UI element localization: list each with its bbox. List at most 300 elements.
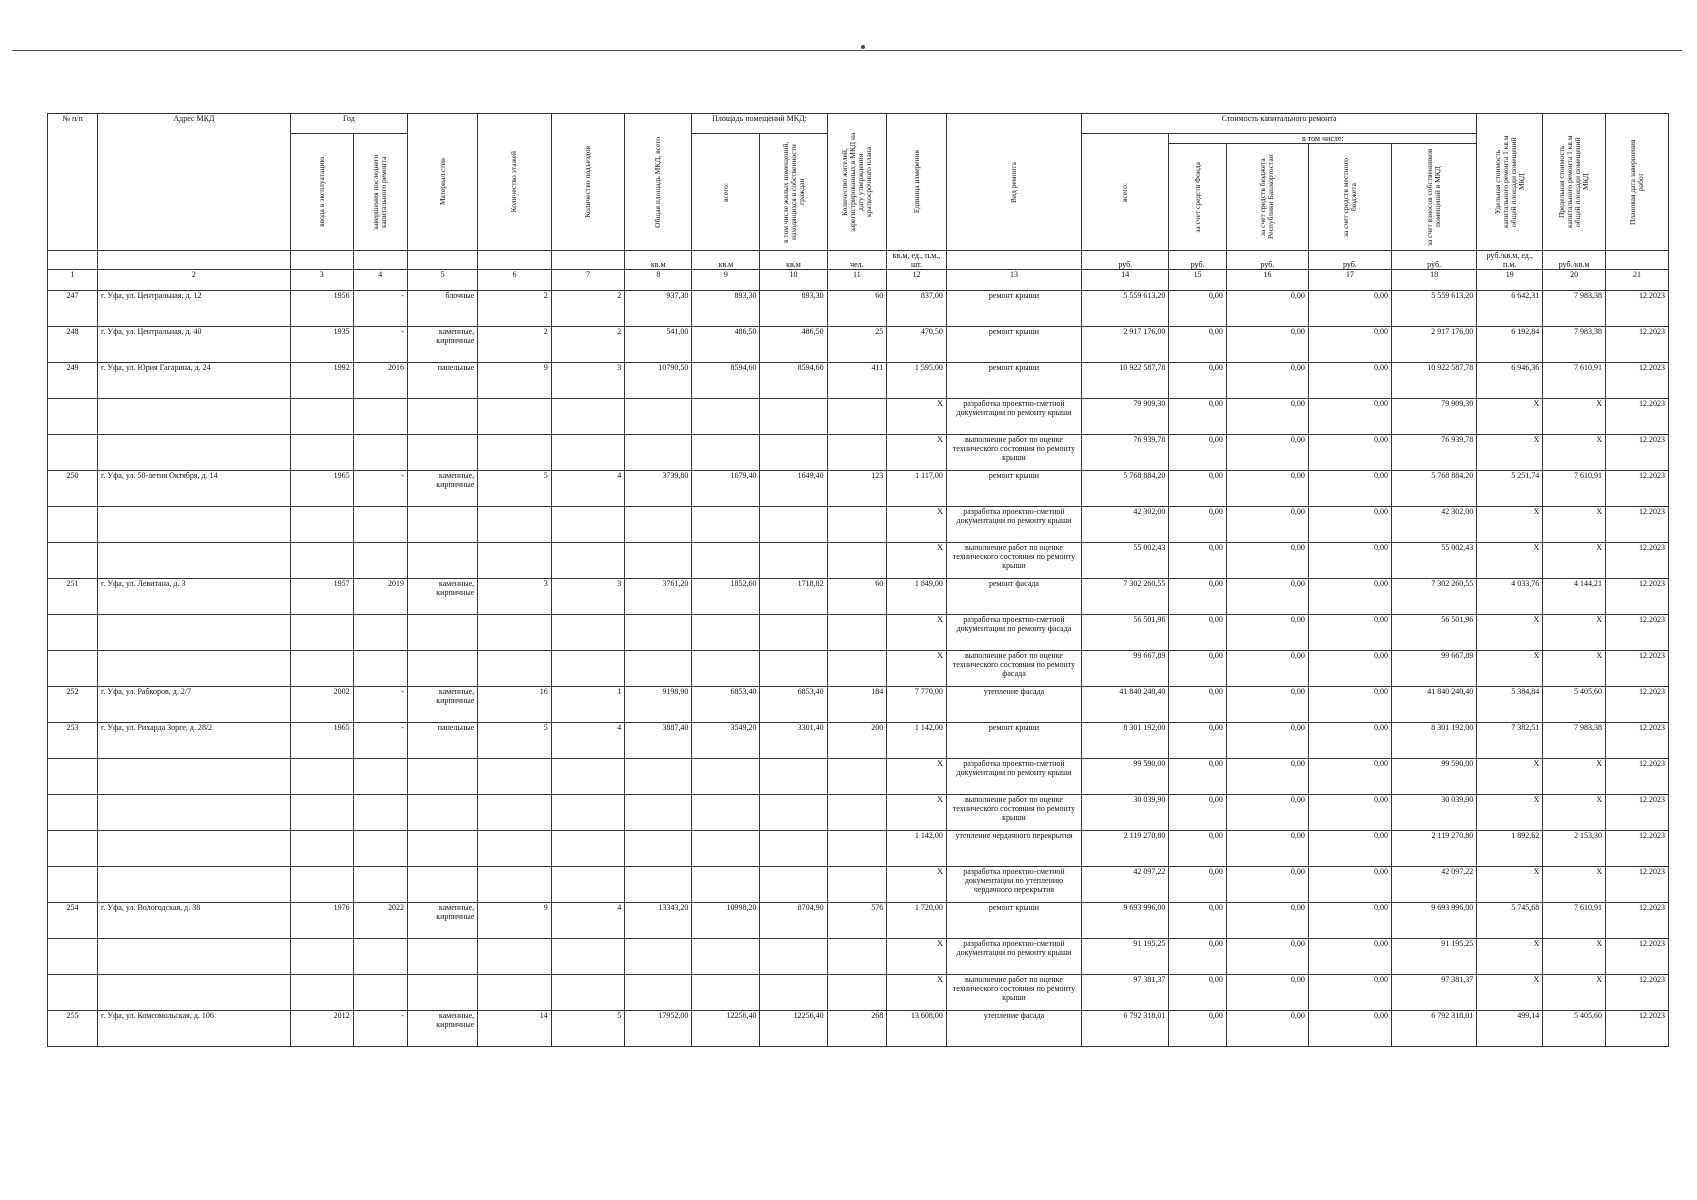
table-row <box>48 723 1669 759</box>
table-cell: 0,00 <box>1308 507 1391 543</box>
table-cell: 411 <box>827 363 887 399</box>
table-cell: X <box>887 399 947 435</box>
table-cell <box>478 543 551 579</box>
table-cell: X <box>887 939 947 975</box>
table-cell <box>98 759 291 795</box>
table-cell <box>407 651 477 687</box>
table-cell: 5 <box>551 1011 624 1047</box>
table-cell: 99 667,89 <box>1082 651 1169 687</box>
table-row <box>48 471 1669 507</box>
table-cell: 1956 <box>290 291 353 327</box>
table-cell <box>353 759 407 795</box>
table-cell: X <box>887 543 947 579</box>
column-number-cell: 5 <box>407 270 477 291</box>
scan-mark <box>861 45 865 49</box>
table-cell: 254 <box>48 903 98 939</box>
column-number-cell: 18 <box>1391 270 1476 291</box>
table-cell: 0,00 <box>1226 543 1308 579</box>
table-cell: X <box>1543 759 1606 795</box>
table-cell: 6 792 318,01 <box>1082 1011 1169 1047</box>
table-cell: 1992 <box>290 363 353 399</box>
table-cell: X <box>1477 435 1543 471</box>
table-cell: 42 302,00 <box>1391 507 1476 543</box>
table-cell: 12.2023 <box>1606 867 1669 903</box>
table-cell: 541,00 <box>625 327 692 363</box>
table-cell <box>551 651 624 687</box>
table-cell: 6 792 318,01 <box>1391 1011 1476 1047</box>
table-cell: 2 917 176,00 <box>1391 327 1476 363</box>
header-cost-fund: за счет средств Фонда <box>1169 144 1227 251</box>
header-total-area: Общая площадь МКД, всего <box>625 114 692 251</box>
table-cell: 56 501,96 <box>1391 615 1476 651</box>
table-cell: 42 097,22 <box>1082 867 1169 903</box>
column-number-cell: 11 <box>827 270 887 291</box>
table-cell: X <box>887 615 947 651</box>
table-cell: 7 610,91 <box>1543 363 1606 399</box>
table-cell: каменные, кирпичные <box>407 327 477 363</box>
table-cell: 30 039,90 <box>1391 795 1476 831</box>
table-cell <box>353 795 407 831</box>
table-cell: ремонт крыши <box>946 363 1081 399</box>
table-cell: 2 <box>551 291 624 327</box>
table-cell <box>98 975 291 1011</box>
table-cell: 12.2023 <box>1606 291 1669 327</box>
table-cell: 499,14 <box>1477 1011 1543 1047</box>
table-cell: X <box>1477 795 1543 831</box>
table-cell: 41 840 240,40 <box>1082 687 1169 723</box>
table-cell: 0,00 <box>1308 543 1391 579</box>
table-cell <box>625 939 692 975</box>
header-entrances: Количество подъездов <box>551 114 624 251</box>
table-cell <box>551 435 624 471</box>
table-cell: 0,00 <box>1308 579 1391 615</box>
table-cell: 12.2023 <box>1606 939 1669 975</box>
header-floors: Количество этажей <box>478 114 551 251</box>
table-cell <box>827 399 887 435</box>
table-cell: 12.2023 <box>1606 903 1669 939</box>
table-cell: 2 917 176,00 <box>1082 327 1169 363</box>
table-cell: разработка проектно-сметной документации по утеплению чердачного перекрытия <box>946 867 1081 903</box>
unit-cell: руб. <box>1308 251 1391 270</box>
table-cell: 3887,40 <box>625 723 692 759</box>
table-cell: 8594,60 <box>760 363 827 399</box>
table-cell: 42 302,00 <box>1082 507 1169 543</box>
table-cell <box>48 399 98 435</box>
table-cell: X <box>1543 615 1606 651</box>
table-cell <box>407 543 477 579</box>
table-cell: X <box>1477 543 1543 579</box>
unit-cell: руб./кв.м, ед., п.м. <box>1477 251 1543 270</box>
table-cell: 4 144,21 <box>1543 579 1606 615</box>
table-cell: 252 <box>48 687 98 723</box>
table-cell: 248 <box>48 327 98 363</box>
table-cell <box>551 615 624 651</box>
table-cell: разработка проектно-сметной документации по ремонту крыши <box>946 759 1081 795</box>
column-number-cell: 21 <box>1606 270 1669 291</box>
table-cell: 0,00 <box>1226 579 1308 615</box>
header-cost-group: Стоимость капитального ремонта <box>1082 114 1477 134</box>
table-row <box>48 759 1669 795</box>
table-cell: 12.2023 <box>1606 759 1669 795</box>
table-cell <box>48 939 98 975</box>
table-cell: 0,00 <box>1226 363 1308 399</box>
table-cell: 5 405,60 <box>1543 687 1606 723</box>
table-cell <box>692 507 760 543</box>
table-cell: 486,50 <box>692 327 760 363</box>
table-cell <box>290 831 353 867</box>
table-cell: X <box>1543 939 1606 975</box>
table-cell <box>760 507 827 543</box>
table-cell: 5 405,60 <box>1543 1011 1606 1047</box>
table-cell: 99 590,00 <box>1082 759 1169 795</box>
table-cell: 2 153,30 <box>1543 831 1606 867</box>
table-cell: 30 039,90 <box>1082 795 1169 831</box>
table-cell: X <box>887 795 947 831</box>
table-cell: 17952,00 <box>625 1011 692 1047</box>
table-cell <box>692 651 760 687</box>
table-cell: разработка проектно-сметной документации по ремонту крыши <box>946 939 1081 975</box>
table-cell: 576 <box>827 903 887 939</box>
table-cell: 0,00 <box>1169 903 1227 939</box>
unit-cell <box>290 251 353 270</box>
table-cell: 10 922 587,78 <box>1391 363 1476 399</box>
table-cell: 7 983,38 <box>1543 723 1606 759</box>
table-cell: 42 097,22 <box>1391 867 1476 903</box>
table-cell <box>692 543 760 579</box>
table-cell: 0,00 <box>1169 795 1227 831</box>
unit-cell <box>48 251 98 270</box>
table-cell <box>407 867 477 903</box>
table-cell: 0,00 <box>1169 543 1227 579</box>
table-cell: 0,00 <box>1226 903 1308 939</box>
table-cell <box>290 399 353 435</box>
table-cell <box>760 435 827 471</box>
table-cell <box>760 399 827 435</box>
table-cell <box>478 435 551 471</box>
table-cell <box>760 543 827 579</box>
table-cell: каменные, кирпичные <box>407 1011 477 1047</box>
table-cell <box>760 759 827 795</box>
table-row <box>48 903 1669 939</box>
table-cell: 91 195,25 <box>1391 939 1476 975</box>
table-cell: - <box>353 723 407 759</box>
table-cell: 12.2023 <box>1606 327 1669 363</box>
table-cell <box>290 615 353 651</box>
table-cell: 1718,82 <box>760 579 827 615</box>
table-cell: X <box>1543 651 1606 687</box>
table-cell: выполнение работ по оценке технического состояния по ремонту крыши <box>946 543 1081 579</box>
table-cell <box>290 795 353 831</box>
unit-cell <box>551 251 624 270</box>
table-cell: 3 <box>551 363 624 399</box>
table-cell: 0,00 <box>1169 651 1227 687</box>
unit-cell: кв.м <box>625 251 692 270</box>
table-cell: блочные <box>407 291 477 327</box>
table-cell: 6 642,31 <box>1477 291 1543 327</box>
table-row <box>48 687 1669 723</box>
table-cell <box>478 651 551 687</box>
table-cell: 12.2023 <box>1606 507 1669 543</box>
table-cell: 5 384,84 <box>1477 687 1543 723</box>
table-cell: 0,00 <box>1226 327 1308 363</box>
table-cell: 2 <box>551 327 624 363</box>
table-cell: 12.2023 <box>1606 543 1669 579</box>
table-cell <box>48 795 98 831</box>
table-cell: 470,50 <box>887 327 947 363</box>
header-residents: Количество жителей, зарегистрированных в МКД на дату утверждения краткосрочного плана <box>827 114 887 251</box>
table-cell <box>407 939 477 975</box>
table-cell: 2002 <box>290 687 353 723</box>
table-cell: 1 <box>551 687 624 723</box>
table-cell: 41 840 240,40 <box>1391 687 1476 723</box>
table-cell: 1 142,00 <box>887 831 947 867</box>
table-cell <box>760 831 827 867</box>
table-cell <box>827 867 887 903</box>
table-cell: 1 595,00 <box>887 363 947 399</box>
table-cell: 7 983,38 <box>1543 291 1606 327</box>
table-cell <box>407 615 477 651</box>
column-number-cell: 10 <box>760 270 827 291</box>
header-limit-cost: Предельная стоимость капитального ремонта 1 кв.м общей площади помещений МКД <box>1543 114 1606 251</box>
table-cell: 12.2023 <box>1606 471 1669 507</box>
unit-cell <box>98 251 291 270</box>
table-cell: 0,00 <box>1226 867 1308 903</box>
table-cell: 12.2023 <box>1606 723 1669 759</box>
table-cell <box>290 759 353 795</box>
capital-repair-table <box>47 113 1669 1047</box>
table-cell <box>48 759 98 795</box>
table-cell: 6 946,36 <box>1477 363 1543 399</box>
table-cell: X <box>1543 975 1606 1011</box>
header-cost-total: всего: <box>1082 134 1169 251</box>
table-cell: 56 501,96 <box>1082 615 1169 651</box>
table-cell: 268 <box>827 1011 887 1047</box>
unit-cell <box>407 251 477 270</box>
table-cell: 1 849,00 <box>887 579 947 615</box>
table-cell <box>478 615 551 651</box>
table-cell: 12.2023 <box>1606 687 1669 723</box>
table-cell <box>290 507 353 543</box>
table-cell <box>478 831 551 867</box>
table-cell: 255 <box>48 1011 98 1047</box>
table-cell <box>353 399 407 435</box>
table-cell <box>98 507 291 543</box>
table-cell: 0,00 <box>1308 615 1391 651</box>
table-cell: разработка проектно-сметной документации по ремонту крыши <box>946 507 1081 543</box>
table-cell <box>353 507 407 543</box>
table-cell: 10 922 587,78 <box>1082 363 1169 399</box>
table-cell: 55 002,43 <box>1082 543 1169 579</box>
table-cell <box>353 867 407 903</box>
table-cell: 0,00 <box>1308 471 1391 507</box>
unit-cell: руб. <box>1226 251 1308 270</box>
header-unit-cost: Удельная стоимость капитального ремонта 1 кв.м общей площади помещений МКД <box>1477 114 1543 251</box>
table-cell: 5 768 884,20 <box>1082 471 1169 507</box>
table-cell <box>353 615 407 651</box>
table-row <box>48 975 1669 1011</box>
table-cell <box>760 651 827 687</box>
table-cell <box>692 759 760 795</box>
table-cell <box>407 831 477 867</box>
table-cell: 3 <box>478 579 551 615</box>
table-cell: 253 <box>48 723 98 759</box>
table-cell: 893,30 <box>760 291 827 327</box>
table-cell: 99 667,89 <box>1391 651 1476 687</box>
table-cell: 0,00 <box>1226 291 1308 327</box>
table-cell: X <box>887 507 947 543</box>
header-area-residential: в том числе жилых помещений, находящихся в собственности граждан <box>760 134 827 251</box>
table-cell: 1 720,00 <box>887 903 947 939</box>
table-cell: 0,00 <box>1308 723 1391 759</box>
table-cell: 0,00 <box>1169 759 1227 795</box>
table-cell: 25 <box>827 327 887 363</box>
table-cell: 0,00 <box>1308 867 1391 903</box>
table-cell <box>625 615 692 651</box>
table-cell <box>692 831 760 867</box>
header-year-commissioning: ввода в эксплуатацию <box>290 134 353 251</box>
table-cell <box>760 795 827 831</box>
table-cell <box>290 435 353 471</box>
table-cell <box>98 399 291 435</box>
table-row <box>48 543 1669 579</box>
column-number-cell: 16 <box>1226 270 1308 291</box>
table-cell <box>478 507 551 543</box>
table-cell: 4 <box>551 471 624 507</box>
table-cell: 0,00 <box>1169 363 1227 399</box>
table-cell: 7 382,51 <box>1477 723 1543 759</box>
table-cell: 937,30 <box>625 291 692 327</box>
table-cell <box>692 435 760 471</box>
table-cell: 9 693 996,00 <box>1082 903 1169 939</box>
table-cell <box>290 939 353 975</box>
table-cell: 5 <box>478 723 551 759</box>
units-row <box>48 251 1669 270</box>
column-number-cell: 17 <box>1308 270 1391 291</box>
header-year-group: Год <box>290 114 407 134</box>
table-cell <box>692 939 760 975</box>
table-cell <box>48 975 98 1011</box>
table-cell: 1 142,00 <box>887 723 947 759</box>
table-cell: утепление фасада <box>946 1011 1081 1047</box>
table-cell: 12.2023 <box>1606 651 1669 687</box>
table-cell: 12.2023 <box>1606 435 1669 471</box>
column-number-cell: 8 <box>625 270 692 291</box>
header-cost-local: за счет средств местного бюджета <box>1308 144 1391 251</box>
table-cell <box>827 939 887 975</box>
table-cell <box>98 615 291 651</box>
table-cell <box>478 399 551 435</box>
table-cell: каменные, кирпичные <box>407 579 477 615</box>
table-cell: 0,00 <box>1169 435 1227 471</box>
table-cell: 3301,40 <box>760 723 827 759</box>
table-cell: каменные, кирпичные <box>407 903 477 939</box>
table-cell: 12256,40 <box>760 1011 827 1047</box>
table-cell: г. Уфа, ул. Центральная, д. 12 <box>98 291 291 327</box>
table-cell <box>98 651 291 687</box>
table-cell <box>625 831 692 867</box>
table-cell: 16 <box>478 687 551 723</box>
table-cell <box>551 795 624 831</box>
column-number-cell: 7 <box>551 270 624 291</box>
table-row <box>48 399 1669 435</box>
table-cell: 893,30 <box>692 291 760 327</box>
page-top-rule <box>12 50 1682 51</box>
table-cell <box>827 831 887 867</box>
table-cell: X <box>1477 507 1543 543</box>
table-cell: X <box>1543 435 1606 471</box>
table-cell: 4 <box>551 903 624 939</box>
table-cell: 6853,40 <box>760 687 827 723</box>
header-wall-material: Материал стен <box>407 114 477 251</box>
table-cell: X <box>887 435 947 471</box>
table-cell: 0,00 <box>1169 291 1227 327</box>
table-cell: 0,00 <box>1169 615 1227 651</box>
table-cell <box>760 939 827 975</box>
table-cell: 2019 <box>353 579 407 615</box>
table-cell: 5 559 613,20 <box>1082 291 1169 327</box>
table-cell: 0,00 <box>1226 795 1308 831</box>
unit-cell: чел. <box>827 251 887 270</box>
table-cell <box>353 435 407 471</box>
table-cell: г. Уфа, ул. Рабкоров, д. 2/7 <box>98 687 291 723</box>
header-cost-budget-rb: за счет средств бюджета Республики Башкортостан <box>1226 144 1308 251</box>
table-cell <box>48 651 98 687</box>
table-cell: X <box>887 759 947 795</box>
table-cell: 8704,90 <box>760 903 827 939</box>
table-cell: 0,00 <box>1226 939 1308 975</box>
table-cell: г. Уфа, ул. Юрия Гагарина, д. 24 <box>98 363 291 399</box>
table-cell: X <box>1477 939 1543 975</box>
table-cell <box>407 399 477 435</box>
table-cell: разработка проектно-сметной документации по ремонту фасада <box>946 615 1081 651</box>
table-cell: X <box>1477 651 1543 687</box>
table-cell: 7 610,91 <box>1543 903 1606 939</box>
table-row <box>48 867 1669 903</box>
column-number-cell: 4 <box>353 270 407 291</box>
table-cell: X <box>1477 975 1543 1011</box>
table-cell <box>625 759 692 795</box>
table-row <box>48 615 1669 651</box>
column-number-cell: 6 <box>478 270 551 291</box>
unit-cell <box>478 251 551 270</box>
table-cell: 1649,40 <box>760 471 827 507</box>
table-cell <box>625 507 692 543</box>
table-cell: 8594,60 <box>692 363 760 399</box>
table-cell: 2022 <box>353 903 407 939</box>
table-cell: г. Уфа, ул. 50-летия Октября, д. 14 <box>98 471 291 507</box>
column-number-cell: 20 <box>1543 270 1606 291</box>
table-cell: 0,00 <box>1308 399 1391 435</box>
table-cell: 97 381,37 <box>1082 975 1169 1011</box>
table-cell: 0,00 <box>1308 291 1391 327</box>
table-cell <box>760 615 827 651</box>
table-cell: 76 939,78 <box>1082 435 1169 471</box>
table-cell: X <box>1543 543 1606 579</box>
table-cell: X <box>1543 795 1606 831</box>
table-cell: 0,00 <box>1308 759 1391 795</box>
table-cell: выполнение работ по оценке технического состояния по ремонту крыши <box>946 795 1081 831</box>
table-cell: ремонт крыши <box>946 327 1081 363</box>
table-cell <box>551 759 624 795</box>
header-no: № п/п <box>48 114 98 251</box>
table-cell <box>625 975 692 1011</box>
column-number-cell: 12 <box>887 270 947 291</box>
table-cell: 79 909,30 <box>1391 399 1476 435</box>
table-cell: 250 <box>48 471 98 507</box>
table-cell <box>48 867 98 903</box>
column-number-cell: 2 <box>98 270 291 291</box>
table-cell <box>551 975 624 1011</box>
